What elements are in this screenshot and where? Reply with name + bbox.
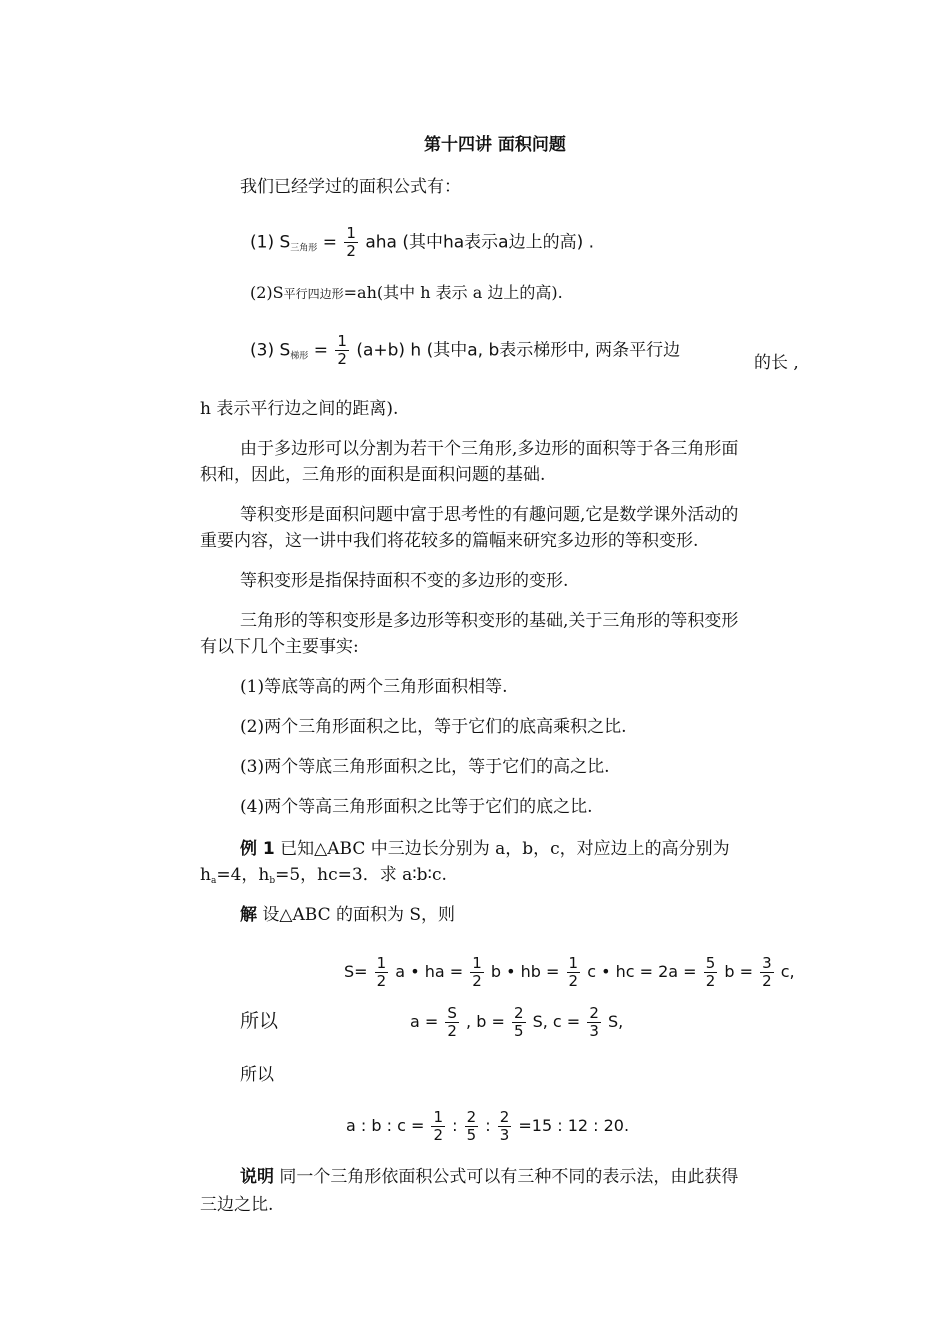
equation-1: S= $\frac{1}{2}$ a • ha = $\frac{1}{2}$ b • hb = $\frac{1}{2}$ c • hc = 2a = $\frac{5}{2}$ b = $\frac{3}{2}$ c, (344, 954, 795, 990)
example-1: 例 1 已知△ABC 中三边长分别为 a，b，c，对应边上的高分别为 (240, 839, 730, 859)
formula-trapezoid-continued: h 表示平行边之间的距离). (200, 399, 399, 419)
formula-trapezoid-tail: 的长 , (754, 353, 799, 373)
intro-text: 我们已经学过的面积公式有： (240, 177, 461, 197)
note: 说明 同一个三角形依面积公式可以有三种不同的表示法，由此获得 (240, 1167, 739, 1187)
formula-trapezoid: (3) $S_{梯形}$ = $\frac{1}{2}$ (a+b) h (其中a, b表示梯形中, 两条平行边 (250, 332, 681, 368)
fraction: $\frac{1}{2}$ (337, 332, 347, 368)
paragraph-1-line-2: 积和，因此，三角形的面积是面积问题的基础. (200, 465, 546, 485)
note-label: 说明 (240, 1167, 274, 1187)
paragraph-1-line-1: 由于多边形可以分割为若干个三角形,多边形的面积等于各三角形面 (240, 439, 739, 459)
paragraph-2-line-1: 等积变形是面积问题中富于思考性的有趣问题,它是数学课外活动的 (240, 505, 739, 525)
therefore-1: 所以 (240, 1010, 279, 1032)
solution-label: 解 (240, 905, 257, 925)
page-title: 第十四讲 面积问题 (424, 135, 566, 155)
fact-4: (4)两个等高三角形面积之比等于它们的底之比. (240, 797, 593, 817)
example-label: 例 1 (240, 839, 275, 859)
paragraph-4-line-1: 三角形的等积变形是多边形等积变形的基础,关于三角形的等积变形 (240, 611, 739, 631)
paragraph-4-line-2: 有以下几个主要事实: (200, 637, 359, 657)
therefore-2: 所以 (240, 1065, 274, 1085)
fraction: $\frac{1}{2}$ (346, 224, 356, 260)
fact-3: (3)两个等底三角形面积之比，等于它们的高之比. (240, 757, 610, 777)
fact-1: (1)等底等高的两个三角形面积相等. (240, 677, 508, 697)
equation-3: a : b : c = $\frac{1}{2}$ : $\frac{2}{5}$ : $\frac{2}{3}$ =15 : 12 : 20. (346, 1108, 630, 1144)
formula-triangle: (1) $S_{三角形}$ = $\frac{1}{2}$ aha (其中ha表示a边上的高) . (250, 224, 595, 260)
example-1-continued: $h_a=4$，$h_b=5$，hc=3．求 a∶b∶c. (200, 865, 447, 886)
paragraph-3: 等积变形是指保持面积不变的多边形的变形. (240, 571, 569, 591)
equation-2: a = $\frac{S}{2}$ , b = $\frac{2}{5}$ S, c = $\frac{2}{3}$ S, (410, 1004, 624, 1040)
formula-parallelogram: (2)S平行四边形=ah(其中 h 表示 a 边上的高). (250, 283, 563, 302)
fact-2: (2)两个三角形面积之比，等于它们的底高乘积之比. (240, 717, 627, 737)
solution: 解 设△ABC 的面积为 S，则 (240, 905, 456, 925)
paragraph-2-line-2: 重要内容，这一讲中我们将花较多的篇幅来研究多边形的等积变形. (200, 531, 699, 551)
note-continued: 三边之比. (200, 1195, 274, 1215)
